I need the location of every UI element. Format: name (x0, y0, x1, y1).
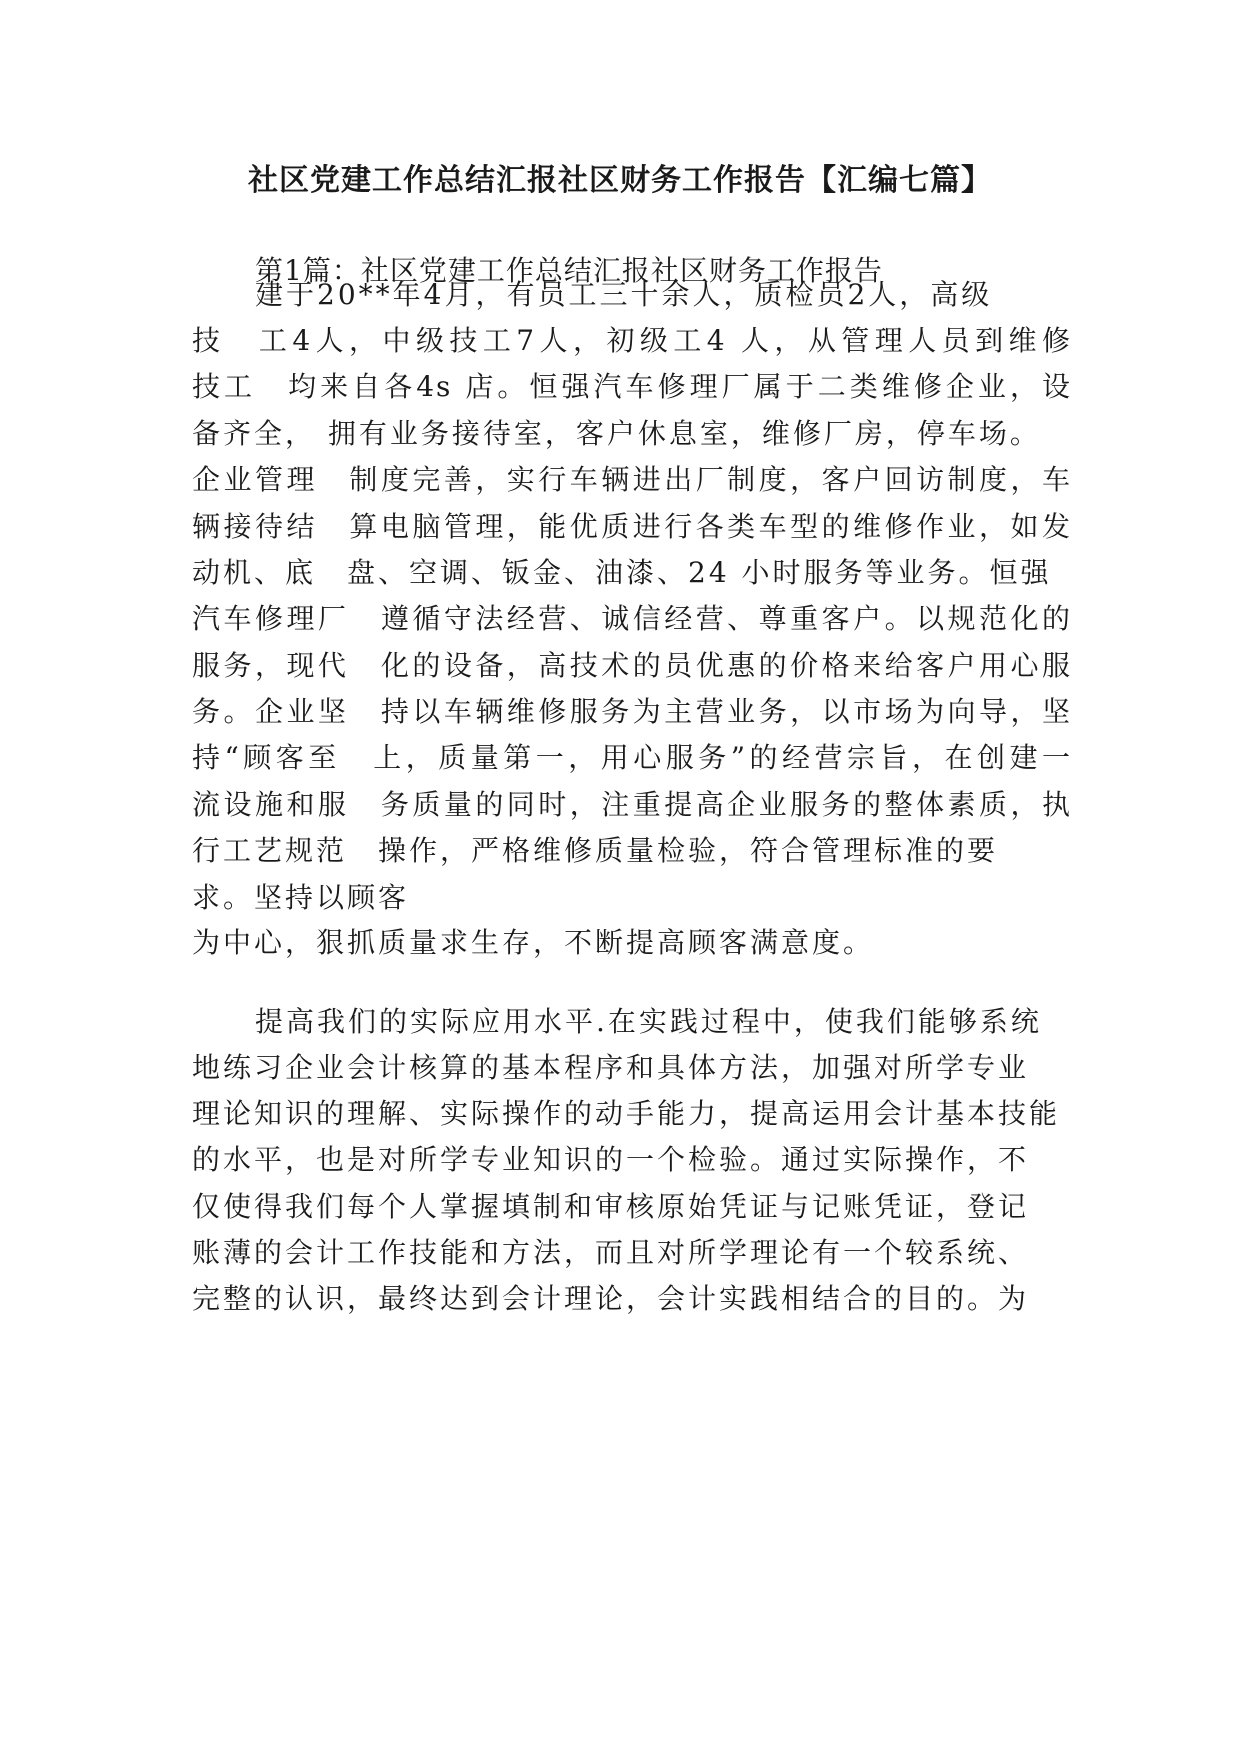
paragraph-line: 动机、底 盘、空调、钣金、油漆、24 小时服务等业务。恒强 (192, 556, 1052, 589)
document-title: 社区党建工作总结汇报社区财务工作报告【汇编七篇】 (248, 163, 992, 198)
paragraph-line: 账薄的会计工作技能和方法，而且对所学理论有一个较系统、 (192, 1236, 1030, 1269)
chapter-heading: 第1篇：社区党建工作总结汇报社区财务工作报告 (255, 254, 883, 287)
paragraph-line: 仅使得我们每个人掌握填制和审核原始凭证与记账凭证，登记 (192, 1190, 1030, 1223)
paragraph-line: 的水平，也是对所学专业知识的一个检验。通过实际操作，不 (192, 1143, 1030, 1176)
paragraph-line: 服务，现代 化的设备，高技术的员优惠的价格来给客户用心服 (192, 649, 1072, 682)
paragraph-line: 完整的认识，最终达到会计理论，会计实践相结合的目的。为 (192, 1282, 1030, 1315)
paragraph-line: 技工 均来自各4s 店。恒强汽车修理厂属于二类维修企业，设 (192, 370, 1072, 403)
paragraph-line: 行工艺规范 操作，严格维修质量检验，符合管理标准的要 (192, 834, 999, 867)
paragraph-line: 提高我们的实际应用水平.在实践过程中，使我们能够系统 (255, 1005, 1042, 1038)
paragraph-line: 辆接待结 算电脑管理，能优质进行各类车型的维修作业，如发 (192, 510, 1072, 543)
paragraph-line: 企业管理 制度完善，实行车辆进出厂制度，客户回访制度，车 (192, 463, 1072, 496)
paragraph-line: 技 工4人，中级技工7人，初级工4 人，从管理人员到维修 (192, 324, 1072, 357)
paragraph-line: 建于20**年4月，有员工三十余人，质检员2人，高级 (255, 278, 993, 311)
paragraph-line: 求。坚持以顾客 (192, 881, 410, 914)
paragraph-line: 地练习企业会计核算的基本程序和具体方法，加强对所学专业 (192, 1051, 1030, 1084)
paragraph-line: 务。企业坚 持以车辆维修服务为主营业务，以市场为向导，坚 (192, 695, 1072, 728)
paragraph-line: 理论知识的理解、实际操作的动手能力，提高运用会计基本技能 (192, 1097, 1061, 1130)
paragraph-line: 为中心，狠抓质量求生存，不断提高顾客满意度。 (192, 926, 875, 959)
paragraph-line: 备齐全， 拥有业务接待室，客户休息室，维修厂房，停车场。 (192, 417, 1041, 450)
paragraph-line: 汽车修理厂 遵循守法经营、诚信经营、尊重客户。以规范化的 (192, 602, 1072, 635)
paragraph-line: 流设施和服 务质量的同时，注重提高企业服务的整体素质，执 (192, 788, 1072, 821)
paragraph-line: 持“顾客至 上，质量第一，用心服务”的经营宗旨，在创建一 (192, 741, 1072, 774)
